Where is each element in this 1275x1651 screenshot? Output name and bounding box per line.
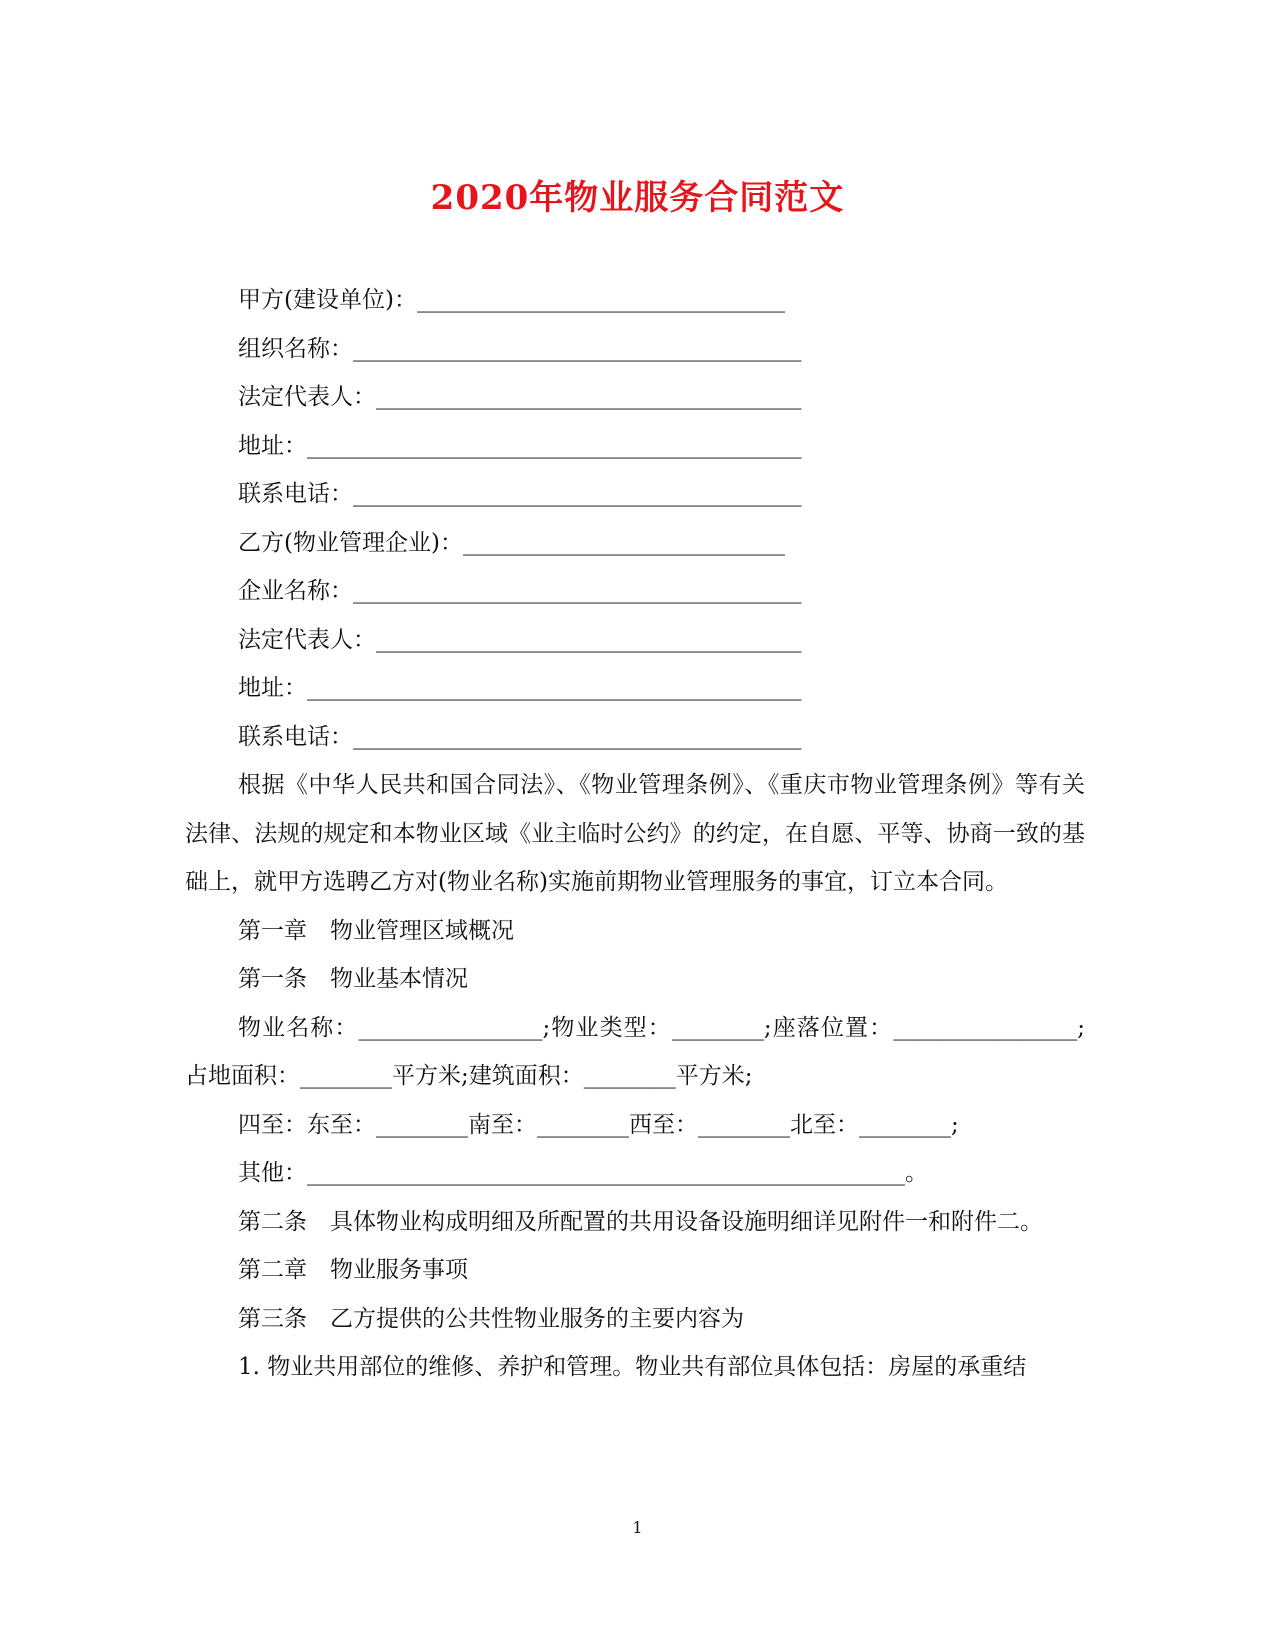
party-a-heading: 甲方(建设单位)：________________________________: [238, 287, 785, 313]
chapter-2-heading: 第二章 物业服务事项: [238, 1257, 468, 1283]
article-1-heading: 第一条 物业基本情况: [238, 966, 468, 992]
party-b-heading: 乙方(物业管理企业)：____________________________: [238, 529, 785, 556]
party-b-company-name: 企业名称：_______________________________________: [238, 578, 802, 604]
document-title: 2020年物业服务合同范文: [430, 178, 845, 218]
party-a-org-name: 组织名称：_______________________________________: [238, 335, 802, 362]
boundaries-line: 四至：东至：________南至：________西至：________北至：________;: [238, 1111, 959, 1138]
party-a-address: 地址：___________________________________________: [238, 432, 802, 459]
article-3-heading: 第三条 乙方提供的公共性物业服务的主要内容为: [238, 1305, 744, 1332]
page-number: 1: [632, 1518, 643, 1537]
party-b-address: 地址：___________________________________________: [238, 675, 802, 701]
party-b-legal-rep: 法定代表人：_____________________________________: [238, 626, 802, 653]
chapter-1-heading: 第一章 物业管理区域概况: [238, 917, 514, 944]
party-a-phone: 联系电话：_______________________________________: [238, 481, 802, 507]
other-line: 其他：____________________________________________________。: [238, 1160, 928, 1186]
property-info-paragraph: 物业名称：________________;物业类型：________;座落位置：________________;占地面积：________平方米;建筑面积：________平方米;: [185, 1014, 1085, 1089]
article-2-paragraph: 第二条 具体物业构成明细及所配置的共用设备设施明细详见附件一和附件二。: [238, 1208, 1043, 1235]
item-1-line: 1. 物业共用部位的维修、养护和管理。物业共有部位具体包括：房屋的承重结: [238, 1354, 1027, 1380]
party-b-phone: 联系电话：_______________________________________: [238, 723, 802, 750]
document-body: [185, 276, 1085, 1392]
preamble-paragraph: 根据《中华人民共和国合同法》、《物业管理条例》、《重庆市物业管理条例》等有关法律、法规的规定和本物业区域《业主临时公约》的约定，在自愿、平等、协商一致的基础上，就甲方选聘乙方对(物业名称)实施前期物业管理服务的事宜，订立本合同。: [185, 772, 1085, 895]
party-a-legal-rep: 法定代表人：_____________________________________: [238, 384, 802, 410]
